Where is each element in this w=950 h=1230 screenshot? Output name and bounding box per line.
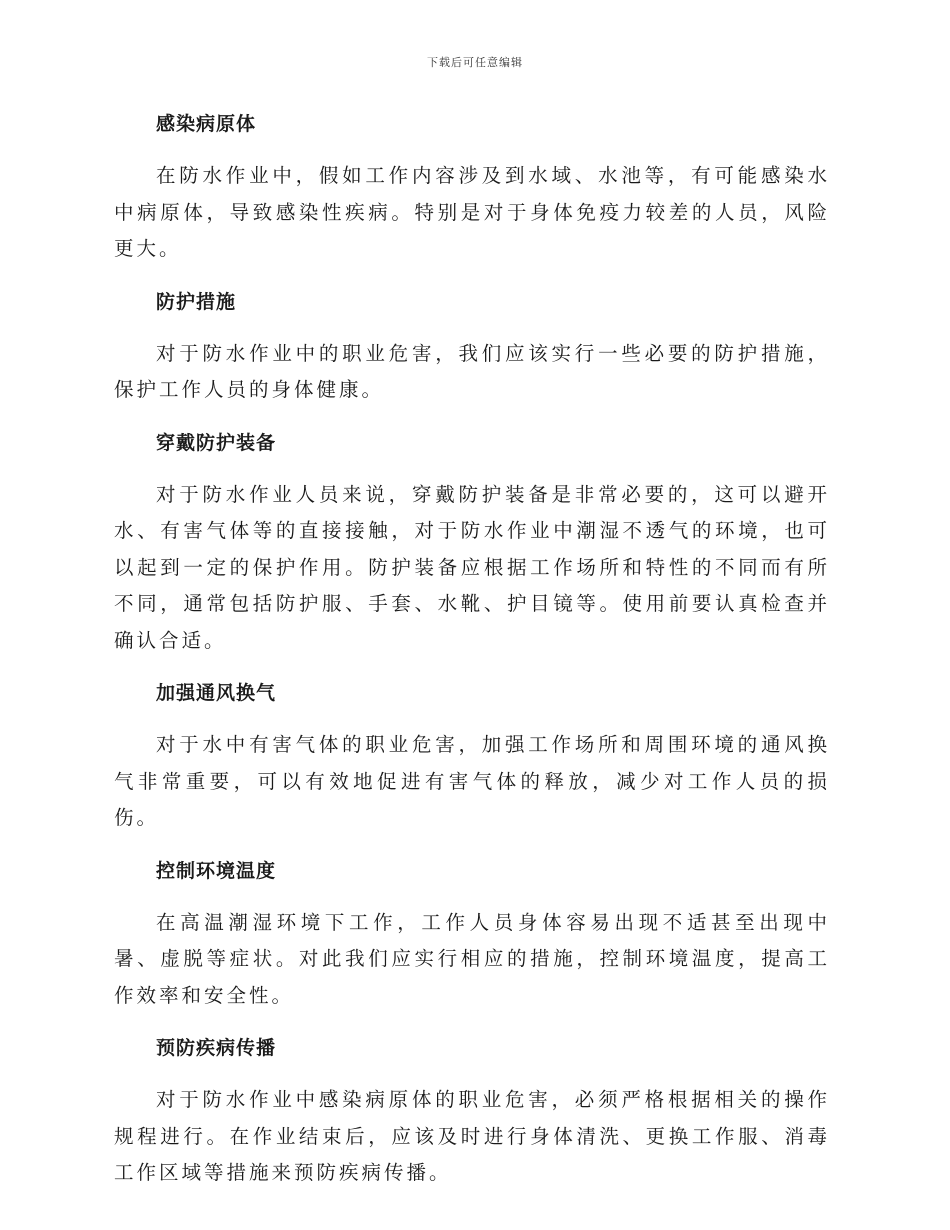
section-heading-temperature: 控制环境温度 (156, 859, 277, 882)
document-body (114, 106, 830, 1192)
section-paragraph-temperature: 在高温潮湿环境下工作，工作人员身体容易出现不适甚至出现中暑、虚脱等症状。对此我们应实行相应的措施，控制环境温度，提高工作效率和安全性。 (114, 910, 830, 1007)
section-paragraph-gear: 对于防水作业人员来说，穿戴防护装备是非常必要的，这可以避开水、有害气体等的直接接触，对于防水作业中潮湿不透气的环境，也可以起到一定的保护作用。防护装备应根据工作场所和特性的不同而有所不同，通常包括防护服、手套、水靴、护目镜等。使用前要认真检查并确认合适。 (114, 482, 830, 652)
section-heading-infection: 感染病原体 (156, 113, 257, 135)
section-heading-protection: 防护措施 (156, 290, 237, 313)
header-note: 下载后可任意编辑 (427, 56, 523, 69)
section-paragraph-protection: 对于防水作业中的职业危害，我们应该实行一些必要的防护措施，保护工作人员的身体健康。 (114, 341, 830, 401)
section-heading-ventilation: 加强通风换气 (156, 682, 277, 704)
section-heading-disease: 预防疾病传播 (156, 1037, 277, 1059)
section-heading-gear: 穿戴防护装备 (156, 431, 277, 454)
section-paragraph-infection: 在防水作业中，假如工作内容涉及到水域、水池等，有可能感染水中病原体，导致感染性疾病。特别是对于身体免疫力较差的人员，风险更大。 (114, 164, 830, 260)
section-paragraph-disease: 对于防水作业中感染病原体的职业危害，必须严格根据相关的操作规程进行。在作业结束后，应该及时进行身体清洗、更换工作服、消毒工作区域等措施来预防疾病传播。 (114, 1088, 830, 1184)
section-paragraph-ventilation: 对于水中有害气体的职业危害，加强工作场所和周围环境的通风换气非常重要，可以有效地促进有害气体的释放，减少对工作人员的损伤。 (114, 733, 830, 829)
